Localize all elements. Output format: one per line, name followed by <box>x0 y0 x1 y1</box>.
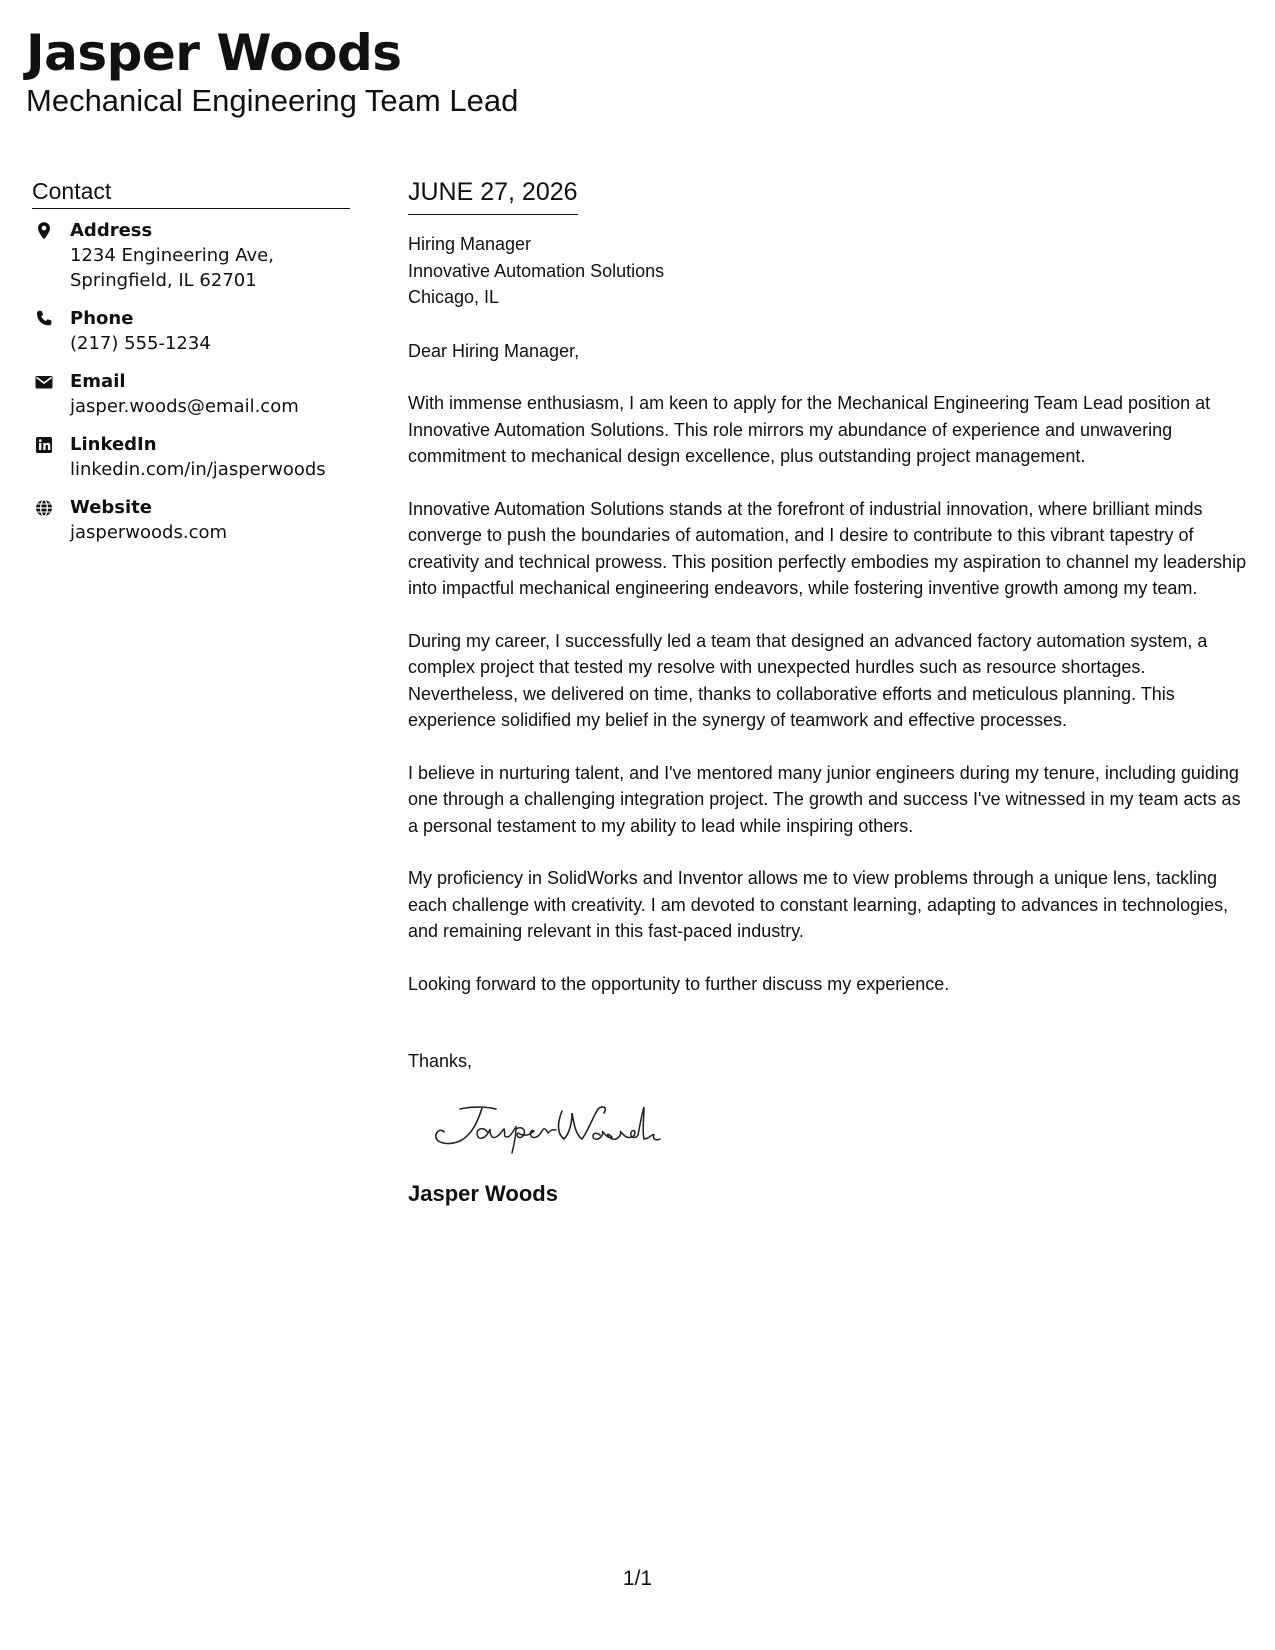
contact-item-linkedin <box>32 433 350 482</box>
contact-item-email <box>32 370 350 419</box>
paragraph: Looking forward to the opportunity to further discuss my experience. <box>408 973 950 994</box>
signature-image <box>422 1099 662 1155</box>
linkedin-icon <box>34 435 54 455</box>
contact-item-phone <box>32 307 350 356</box>
contact-label-email: Email <box>70 371 126 392</box>
globe-icon <box>34 498 54 518</box>
address-line-1: 1234 Engineering Ave, <box>70 245 274 266</box>
website-value: jasperwoods.com <box>70 522 228 543</box>
address-line-2: Springfield, IL 62701 <box>70 270 257 291</box>
contact-label-phone: Phone <box>70 308 134 329</box>
contact-sidebar <box>32 176 350 559</box>
letter-body <box>408 176 1248 1208</box>
salutation: Dear Hiring Manager, <box>408 340 580 361</box>
paragraph: I believe in nurturing talent, and I've mentored many junior engineers during my tenure, including guiding one through a challenging integration project. The growth and success I've witnessed in my team acts as a personal testament to my ability to lead while inspiring others. <box>408 762 1241 836</box>
letter-header <box>26 22 518 120</box>
closing: Thanks, <box>408 1051 473 1071</box>
recipient-line: Hiring Manager <box>408 234 532 254</box>
linkedin-value: linkedin.com/in/jasperwoods <box>70 459 326 480</box>
email-value: jasper.woods@email.com <box>70 396 299 417</box>
recipient-line: Chicago, IL <box>408 287 500 307</box>
applicant-name: Jasper Woods <box>26 24 402 82</box>
contact-item-address <box>32 219 350 293</box>
paragraph: During my career, I successfully led a team that designed an advanced factory automation system, a complex project that tested my resolve with unexpected hurdles such as resource shortages. Nevertheless, we delivered on time, thanks to collaborative efforts and meticulous planning. This experience solidified my belief in the synergy of teamwork and effective processes. <box>408 630 1208 730</box>
paragraph: Innovative Automation Solutions stands at the forefront of industrial innovation, where brilliant minds converge to push the boundaries of automation, and I desire to contribute to this vibrant tapestry of creativity and technical prowess. This position perfectly embodies my aspiration to channel my leadership into impactful mechanical engineering endeavors, while fostering inventive growth among my team. <box>408 498 1247 598</box>
phone-icon <box>34 309 54 329</box>
phone-value: (217) 555-1234 <box>70 333 211 354</box>
envelope-icon <box>34 372 54 392</box>
contact-list <box>32 219 350 545</box>
recipient-block <box>408 231 1248 311</box>
contact-label-website: Website <box>70 497 153 518</box>
contact-item-website <box>32 496 350 545</box>
page-number: 1/1 <box>622 1567 653 1590</box>
letter-date: JUNE 27, 2026 <box>408 176 578 215</box>
recipient-line: Innovative Automation Solutions <box>408 260 665 281</box>
contact-label-linkedin: LinkedIn <box>70 434 157 455</box>
map-pin-icon <box>34 221 54 241</box>
paragraph: My proficiency in SolidWorks and Inventor allows me to view problems through a unique lens, tackling each challenge with creativity. I am devoted to constant learning, adapting to advances in technologies, and remaining relevant in this fast-paced industry. <box>408 868 1229 941</box>
applicant-title: Mechanical Engineering Team Lead <box>26 83 519 118</box>
paragraph: With immense enthusiasm, I am keen to apply for the Mechanical Engineering Team Lead position at Innovative Automation Solutions. This role mirrors my abundance of experience and unwavering commitment to mechanical design excellence, plus outstanding project management. <box>408 393 1211 466</box>
contact-heading: Contact <box>32 176 350 209</box>
contact-label-address: Address <box>70 220 153 241</box>
signer-name: Jasper Woods <box>408 1180 558 1206</box>
